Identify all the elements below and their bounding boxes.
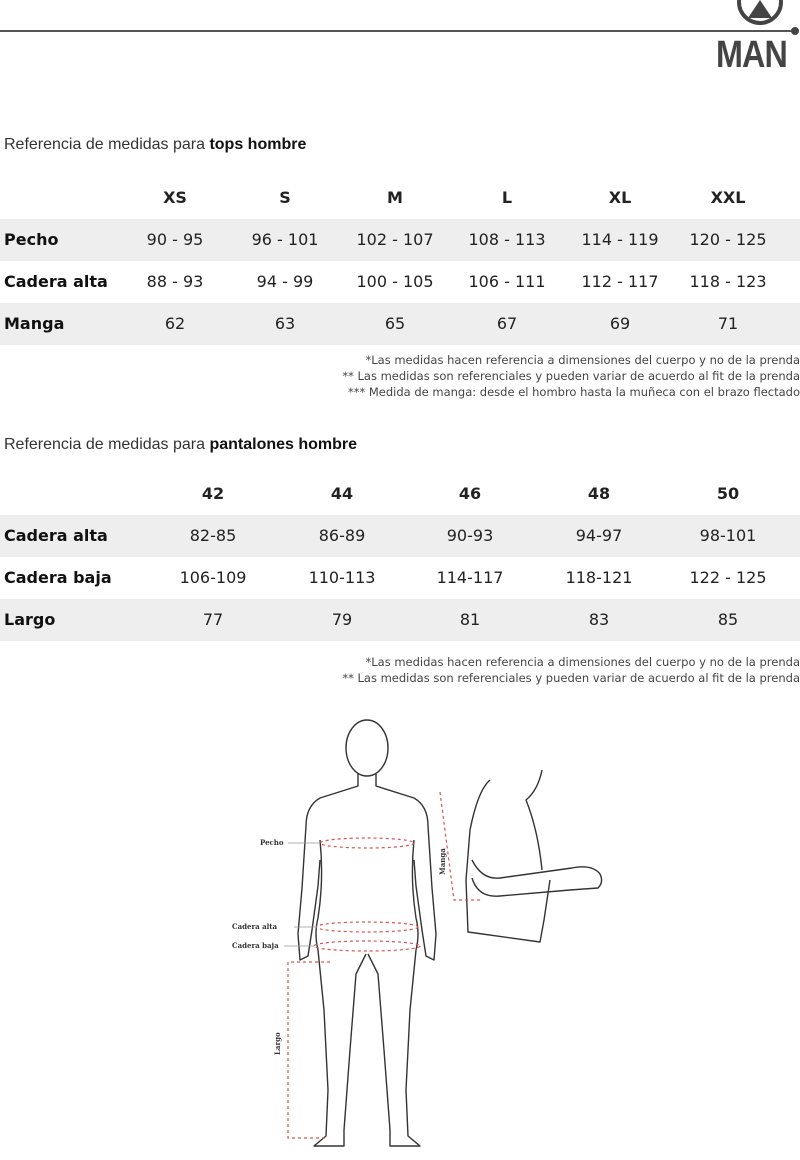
footnote: *Las medidas hacen referencia a dimensiones del cuerpo y no de la prenda (365, 353, 800, 367)
table-cell: 82-85 (189, 526, 237, 545)
footnote: ** Las medidas son referenciales y pueden variar de acuerdo al fit de la prenda (342, 671, 800, 685)
label-pecho: Pecho (260, 838, 284, 847)
row-label: Manga (4, 314, 65, 333)
tops-size-header: XS (163, 188, 187, 207)
table-cell: 96 - 101 (251, 230, 319, 249)
table-cell: 98-101 (699, 526, 757, 545)
table-cell: 120 - 125 (689, 230, 767, 249)
pants-row-cadera-baja (0, 557, 800, 599)
table-cell: 90-93 (446, 526, 494, 545)
table-cell: 79 (331, 610, 353, 629)
label-cadera-alta: Cadera alta (232, 922, 278, 931)
tops-footnotes (342, 352, 800, 400)
tops-section-title (4, 136, 306, 154)
table-cell: 77 (202, 610, 224, 629)
pants-header-row (0, 473, 800, 515)
pants-title-prefix: Referencia de medidas para (4, 436, 210, 453)
tops-header-row (0, 177, 800, 219)
pants-footnotes (342, 654, 800, 686)
table-cell: 67 (496, 314, 518, 333)
cadera-baja-guide (314, 941, 420, 951)
body-measurement-figure (220, 710, 620, 1160)
tops-size-header: L (501, 188, 513, 207)
footnote: *Las medidas hacen referencia a dimensiones del cuerpo y no de la prenda (365, 655, 800, 669)
table-cell: 65 (384, 314, 406, 333)
tops-size-header: S (279, 188, 291, 207)
header-rule-dot (791, 27, 799, 35)
measurement-guides (288, 792, 482, 1138)
table-cell: 81 (459, 610, 481, 629)
table-cell: 88 - 93 (146, 272, 204, 291)
table-cell: 71 (717, 314, 739, 333)
tops-row-pecho (0, 219, 800, 261)
row-label: Largo (4, 610, 56, 629)
tops-row-cadera-alta (0, 261, 800, 303)
table-cell: 83 (588, 610, 610, 629)
table-cell: 118-121 (565, 568, 633, 587)
table-cell: 90 - 95 (146, 230, 204, 249)
table-cell: 112 - 117 (581, 272, 659, 291)
pants-row-cadera-alta (0, 515, 800, 557)
table-cell: 106-109 (179, 568, 247, 587)
table-cell: 114-117 (436, 568, 504, 587)
label-cadera-baja: Cadera baja (232, 941, 279, 950)
pants-size-header: 44 (330, 484, 354, 503)
table-cell: 106 - 111 (468, 272, 546, 291)
table-cell: 108 - 113 (468, 230, 546, 249)
pants-size-header: 48 (587, 484, 611, 503)
table-cell: 102 - 107 (356, 230, 434, 249)
table-cell: 69 (609, 314, 631, 333)
pants-size-header: 50 (716, 484, 740, 503)
label-manga: Manga (438, 848, 447, 875)
tops-row-manga (0, 303, 800, 345)
pants-size-header: 46 (458, 484, 482, 503)
front-body-outline (298, 720, 436, 1146)
table-cell: 110-113 (308, 568, 376, 587)
footnote: *** Medida de manga: desde el hombro hasta la muñeca con el brazo flectado (347, 385, 800, 399)
tops-size-header: XL (608, 188, 632, 207)
table-cell: 122 - 125 (689, 568, 767, 587)
brand-logo-icon (736, 0, 784, 26)
cadera-alta-guide (316, 922, 418, 932)
table-cell: 85 (717, 610, 739, 629)
table-cell: 86-89 (318, 526, 366, 545)
pants-title-bold: pantalones hombre (209, 436, 358, 453)
tops-title-prefix: Referencia de medidas para (4, 136, 210, 153)
table-cell: 118 - 123 (689, 272, 767, 291)
header-rule (0, 30, 792, 32)
table-cell: 94 - 99 (256, 272, 314, 291)
row-label: Pecho (4, 230, 59, 249)
table-cell: 114 - 119 (581, 230, 659, 249)
pants-size-header: 42 (201, 484, 225, 503)
pants-section-title (4, 436, 357, 454)
side-body-outline (466, 770, 602, 942)
footnote: ** Las medidas son referenciales y pueden variar de acuerdo al fit de la prenda (342, 369, 800, 383)
row-label: Cadera alta (4, 526, 108, 545)
table-cell: 62 (164, 314, 186, 333)
label-largo: Largo (273, 1032, 282, 1055)
row-label: Cadera baja (4, 568, 112, 587)
tops-title-bold: tops hombre (209, 136, 307, 153)
brand-name: MAN (716, 34, 788, 76)
largo-guide (288, 962, 330, 1138)
pecho-guide (320, 838, 414, 848)
table-cell: 100 - 105 (356, 272, 434, 291)
pants-row-largo (0, 599, 800, 641)
tops-size-header: M (387, 188, 403, 207)
tops-size-header: XXL (710, 188, 746, 207)
table-cell: 63 (274, 314, 296, 333)
row-label: Cadera alta (4, 272, 108, 291)
table-cell: 94-97 (575, 526, 623, 545)
